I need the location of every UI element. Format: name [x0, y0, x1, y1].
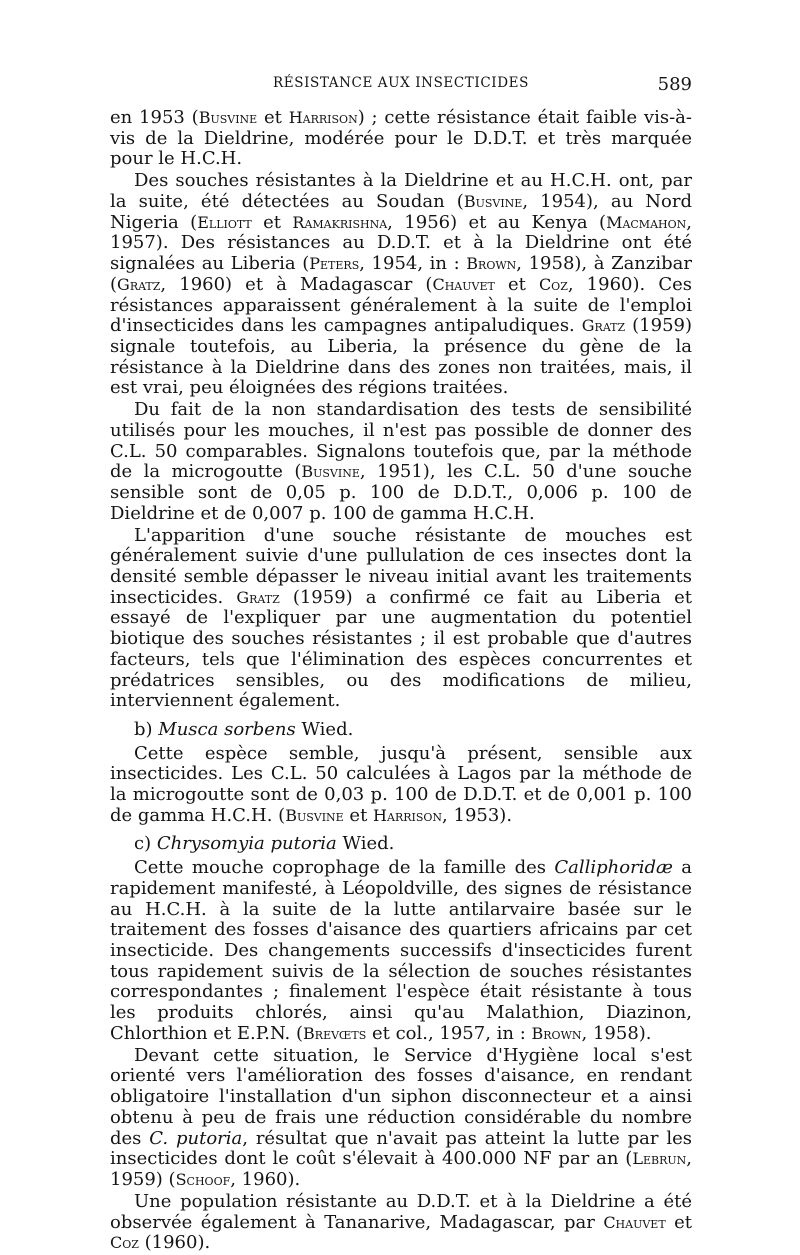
- text-run: , 1954, in :: [359, 253, 467, 275]
- species-name: Chrysomyia putoria: [156, 833, 337, 855]
- body-text: [110, 108, 692, 1255]
- heading-label: c): [134, 833, 157, 855]
- text-run: et: [665, 1211, 693, 1233]
- text-run: et: [343, 804, 374, 826]
- author-name: Elliott: [197, 212, 252, 232]
- species-name: C. putoria: [149, 1127, 243, 1149]
- species-name: Musca sorbens: [158, 718, 296, 740]
- running-header: [110, 75, 692, 99]
- text-run: , résultat que n'avait pas atteint la lutte par les insecticides dont le coût s'élevait à 400.000 NF par an (: [110, 1127, 692, 1170]
- paragraph-continuation: [110, 108, 692, 170]
- text-run: (1959) a confirmé ce fait au Liberia et essayé de l'expliquer par une augmentation du potentiel biotique des souches résistantes ; il est probable que d'autres facteurs, tels que l'élimination des espèces concurrentes et prédatrices sensibles, ou des modifications de milieu, interviennent également.: [110, 586, 692, 712]
- text-run: et: [251, 211, 293, 233]
- author-name: Harrison: [373, 805, 443, 825]
- section-heading-chrysomyia-putoria: [110, 834, 692, 855]
- text-run: Du fait de la non standardisation des tests de sensibilité utilisés pour les mouches, il n'est pas possible de donner des C.L. 50 comparables. Signalons toutefois que, par la méthode de la microgoutte (: [110, 399, 692, 483]
- author-name: Brown: [531, 1023, 582, 1043]
- text-run: , 1959) (: [110, 1148, 692, 1190]
- family-name: Calliphoridæ: [554, 857, 673, 879]
- text-run: Des souches résistantes à la Dieldrine et au H.C.H. ont, par la suite, été détectées au Soudan (: [110, 170, 692, 212]
- author-name: Busvine: [463, 192, 523, 211]
- text-run: , 1958).: [581, 1022, 652, 1044]
- running-title: RÉSISTANCE AUX INSECTICIDES: [273, 75, 529, 91]
- paragraph-chrysomyia-resistance: [110, 858, 692, 1044]
- heading-author: Wied.: [336, 833, 395, 855]
- author-name: Coz: [110, 1233, 139, 1253]
- text-run: , 1951), les C.L. 50 d'une souche sensible sont de 0,05 p. 100 de D.D.T., 0,006 p. 100 de Dieldrine et de 0,007 p. 100 de gamma H.C.H.: [110, 461, 692, 524]
- text-run: a rapidement manifesté, à Léopoldville, des signes de résistance au H.C.H. à la suite de la lutte antilarvaire basée sur le traitement des fosses d'aisance des quartiers africains par cet insecticide. Des changements successifs d'insecticides furent tous rapidement suivis de la sélection de souches résistantes correspondantes ; finalement l'espèce était résistante à tous les produits chlorés, ainsi qu'au Malathion, Diazinon, Chlorthion et E.P.N. (: [110, 857, 692, 1044]
- author-name: Harrison: [288, 108, 358, 127]
- text-run: et col., 1957, in :: [366, 1022, 532, 1044]
- section-heading-musca-sorbens: [110, 720, 692, 741]
- author-name: Coz: [538, 274, 568, 294]
- author-name: Chauvet: [603, 1212, 666, 1232]
- text-run: , 1958), à Zanzibar (: [110, 253, 692, 295]
- author-name: Schoof: [175, 1169, 231, 1189]
- author-name: Gratz: [117, 274, 161, 294]
- text-run: , 1953).: [442, 804, 513, 826]
- text-run: (1959) signale toutefois, au Liberia, la présence du gène de la résistance à la Dieldrine dans des zones non traitées, mais, il est vrai, peu éloignées des régions traitées.: [110, 315, 692, 399]
- text-run: , 1960). Ces résistances apparaissent généralement à la suite de l'emploi d'insecticides dans les campagnes antipaludiques.: [110, 273, 692, 337]
- author-name: Lebrun: [632, 1149, 687, 1169]
- text-run: ) ; cette résistance était faible vis-à-vis de la Dieldrine, modérée pour le D.D.T. et très marquée pour le H.C.H.: [110, 107, 692, 170]
- paragraph-pullulation: [110, 526, 692, 712]
- text-run: , 1957). Des résistances au D.D.T. et à la Dieldrine ont été signalées au Liberia (: [110, 211, 692, 275]
- author-name: Gratz: [236, 587, 280, 607]
- author-name: Peters: [309, 254, 360, 274]
- text-run: Cette mouche coprophage de la famille des: [134, 857, 555, 879]
- text-run: Une population résistante au D.D.T. et à la Dieldrine a été observée également à Tananarive, Madagascar, par: [110, 1190, 692, 1233]
- author-name: Brevœts: [303, 1023, 367, 1043]
- heading-author: Wied.: [295, 718, 354, 740]
- paragraph-musca-sorbens: [110, 744, 692, 827]
- text-run: , 1960) et à Madagascar (: [160, 273, 433, 295]
- author-name: Brown: [466, 254, 517, 274]
- author-name: Gratz: [581, 316, 626, 336]
- text-run: (1960).: [138, 1232, 211, 1254]
- heading-label: b): [134, 718, 159, 740]
- paragraph-hygiene-service: [110, 1046, 692, 1191]
- author-name: Busvine: [301, 462, 360, 482]
- text-run: et: [494, 273, 539, 295]
- author-name: Busvine: [198, 108, 258, 127]
- text-run: , 1956) et au Kenya (: [387, 211, 607, 233]
- paragraph-resistant-strains: [110, 171, 692, 399]
- author-name: Macmahon: [606, 212, 687, 232]
- author-name: Chauvet: [432, 274, 495, 294]
- text-run: Devant cette situation, le Service d'Hygiène local s'est orienté vers l'amélioration des fosses d'aisance, en rendant obligatoire l'installation d'un siphon disconnecteur et a ainsi obtenu à peu de frais une réduction considérable du nombre des: [110, 1044, 692, 1149]
- text-run: Cette espèce semble, jusqu'à présent, sensible aux insecticides. Les C.L. 50 calculées à Lagos par la méthode de la microgoutte sont de 0,03 p. 100 de D.D.T. et de 0,001 p. 100 de gamma H.C.H. (: [110, 742, 692, 826]
- text-run: en 1953 (: [110, 107, 199, 128]
- author-name: Ramakrishna: [292, 212, 388, 232]
- author-name: Busvine: [285, 805, 344, 825]
- paragraph-tananarive: [110, 1192, 692, 1254]
- text-run: , 1954), au Nord Nigeria (: [110, 191, 692, 233]
- page-number: 589: [657, 74, 692, 95]
- paragraph-sensitivity-tests: [110, 400, 692, 524]
- text-run: L'apparition d'une souche résistante de mouches est généralement suivie d'une pullulation de ces insectes dont la densité semble dépasser le niveau initial avant les traitements insecticides.: [110, 524, 692, 608]
- text-run: et: [257, 107, 289, 128]
- text-run: , 1960).: [230, 1168, 301, 1190]
